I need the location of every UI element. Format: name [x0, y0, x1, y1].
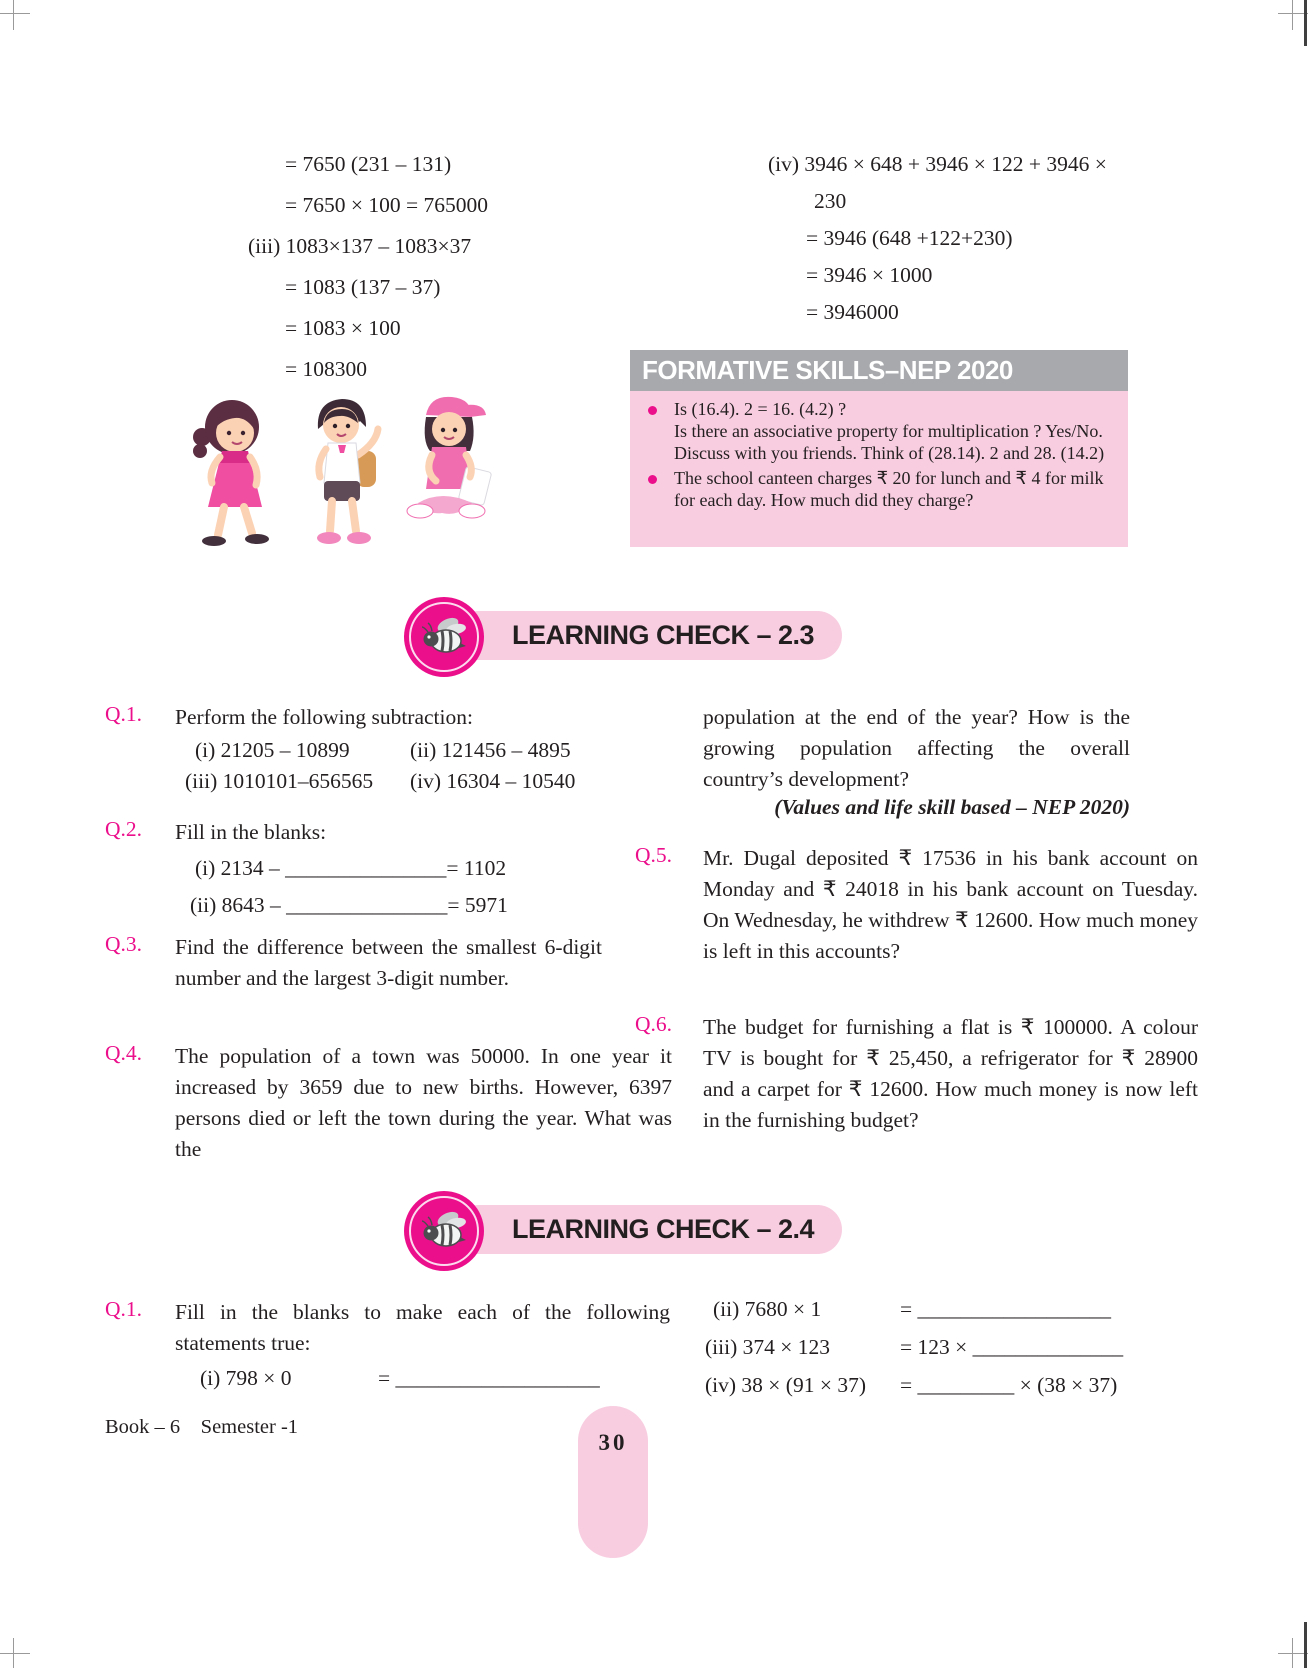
formative-bullet-item	[630, 399, 1118, 464]
question-text: Fill in the blanks to make each of the following statements true:	[175, 1300, 670, 1355]
equation-expression: (iii) 374 × 123	[705, 1335, 830, 1359]
equation-blank: = __________________	[900, 1297, 1112, 1321]
subitem: (iv) 16304 – 10540	[410, 769, 576, 793]
question-2-3-q4-note: (Values and life skill based – NEP 2020)	[774, 795, 1130, 819]
learning-check-2-4-banner	[404, 1191, 844, 1271]
question-2-3-q5	[635, 843, 1198, 967]
girl-reading	[407, 397, 492, 518]
bullet-icon	[648, 475, 657, 484]
formative-skills-title: FORMATIVE SKILLS–NEP 2020	[642, 355, 1013, 385]
children-illustration	[180, 385, 540, 575]
question-label: Q.1.	[105, 702, 143, 726]
question-text: The population of a town was 50000. In one year it increased by 3659 due to new births. However, 6397 persons died or left the town during the year. What was the	[175, 1044, 672, 1161]
question-2-3-q3	[105, 932, 602, 994]
fill-blank-equation	[705, 1335, 1130, 1373]
equation-blank: = ___________________	[378, 1366, 600, 1390]
fill-blank-equation	[105, 1366, 602, 1404]
question-2-3-q4-continuation	[703, 702, 1130, 795]
crop-mark	[1304, 1622, 1307, 1668]
math-line: = 1083 (137 – 37)	[285, 275, 441, 299]
bee-icon	[404, 597, 484, 677]
math-line: = 1083 × 100	[285, 316, 401, 340]
math-line: = 3946 (648 +122+230)	[806, 226, 1013, 250]
crop-mark	[0, 13, 30, 14]
math-line: = 3946000	[806, 300, 899, 324]
fill-blank-equation	[705, 1297, 1130, 1335]
worked-solution-left	[248, 152, 488, 398]
subitem: (iii) 1010101–656565	[185, 769, 374, 793]
footer-book-info: Book – 6 Semester -1	[105, 1416, 299, 1438]
equation-expression: (iv) 38 × (91 × 37)	[705, 1373, 866, 1397]
bee-icon	[404, 1191, 484, 1271]
girl-walking	[193, 400, 269, 546]
equation-expression: (i) 798 × 0	[200, 1366, 292, 1390]
math-line: = 7650 × 100 = 765000	[285, 193, 489, 217]
question-label: Q.5.	[635, 843, 673, 867]
question-2-3-q6	[635, 1012, 1198, 1136]
equation-blank: = _________ × (38 × 37)	[900, 1373, 1118, 1397]
fill-blank-item: (i) 2134 – _______________= 1102	[195, 856, 507, 880]
question-2-4-q1-items	[705, 1297, 1130, 1411]
learning-check-pill	[454, 611, 842, 660]
formative-skills-box	[630, 391, 1128, 547]
crop-mark	[1304, 0, 1307, 46]
question-text: Fill in the blanks:	[175, 820, 327, 844]
question-label: Q.4.	[105, 1041, 143, 1065]
formative-bullet-item	[630, 468, 1118, 512]
math-line: = 3946 × 1000	[806, 263, 933, 287]
math-line: (iv) 3946 × 648 + 3946 × 122 + 3946 ×	[768, 152, 1107, 176]
formative-skills-banner	[630, 350, 1128, 391]
question-2-4-q1	[105, 1297, 670, 1404]
question-2-3-q2	[105, 817, 602, 924]
question-text: population at the end of the year? How is the growing population affecting the overall country’s development?	[703, 705, 1130, 791]
question-label: Q.6.	[635, 1012, 673, 1036]
subitem: (i) 21205 – 10899	[195, 738, 350, 762]
question-subitems-row	[105, 735, 602, 766]
page-number-pill	[578, 1406, 648, 1558]
formative-bullet-text: Is (16.4). 2 = 16. (4.2) ? Is there an associative property for multiplication ? Yes/No. Discuss with you friends. Think of (28.14). 2 and 28. (14.2)	[674, 399, 1105, 463]
bee-icon-svg	[420, 613, 468, 661]
learning-check-title: LEARNING CHECK – 2.3	[511, 620, 815, 650]
crop-mark	[1292, 0, 1293, 30]
question-label: Q.2.	[105, 817, 143, 841]
math-line: = 108300	[285, 357, 368, 381]
learning-check-pill	[454, 1205, 842, 1254]
equation-blank: = 123 × ______________	[900, 1335, 1124, 1359]
question-2-3-q4	[105, 1041, 672, 1165]
question-2-3-q1	[105, 702, 602, 797]
fill-blank-equation	[705, 1373, 1130, 1411]
question-text: The budget for furnishing a flat is ₹ 100000. A colour TV is bought for ₹ 25,450, a refrigerator for ₹ 28900 and a carpet for ₹ 12600. How much money is now left in the furnishing budget?	[703, 1015, 1198, 1132]
crop-mark	[0, 1653, 30, 1654]
question-text: Mr. Dugal deposited ₹ 17536 in his bank account on Monday and ₹ 24018 in his bank account on Tuesday. On Wednesday, he withdrew ₹ 12600. How much money is left in this accounts?	[703, 846, 1198, 963]
math-line: = 7650 (231 – 131)	[285, 152, 452, 176]
formative-bullet-text: The school canteen charges ₹ 20 for lunch and ₹ 4 for milk for each day. How much did they charge?	[674, 468, 1104, 511]
page-number: 30	[598, 1430, 628, 1455]
question-label: Q.3.	[105, 932, 143, 956]
question-text: Perform the following subtraction:	[175, 705, 473, 729]
question-label: Q.1.	[105, 1297, 143, 1321]
learning-check-2-3-banner	[404, 597, 844, 677]
math-line: (iii) 1083×137 – 1083×37	[248, 234, 472, 258]
question-text: Find the difference between the smallest 6-digit number and the largest 3-digit number.	[175, 935, 602, 990]
learning-check-title: LEARNING CHECK – 2.4	[511, 1214, 815, 1244]
bee-icon-svg	[420, 1207, 468, 1255]
math-line: 230	[814, 189, 847, 213]
children-illustration-svg	[180, 385, 540, 570]
worked-solution-right	[768, 152, 1107, 337]
boy-waving	[317, 399, 378, 544]
equation-expression: (ii) 7680 × 1	[713, 1297, 822, 1321]
bullet-icon	[648, 406, 657, 415]
crop-mark	[13, 0, 14, 30]
fill-blank-item: (ii) 8643 – _______________= 5971	[190, 893, 508, 917]
subitem: (ii) 121456 – 4895	[410, 738, 571, 762]
question-subitems-row	[105, 766, 602, 797]
